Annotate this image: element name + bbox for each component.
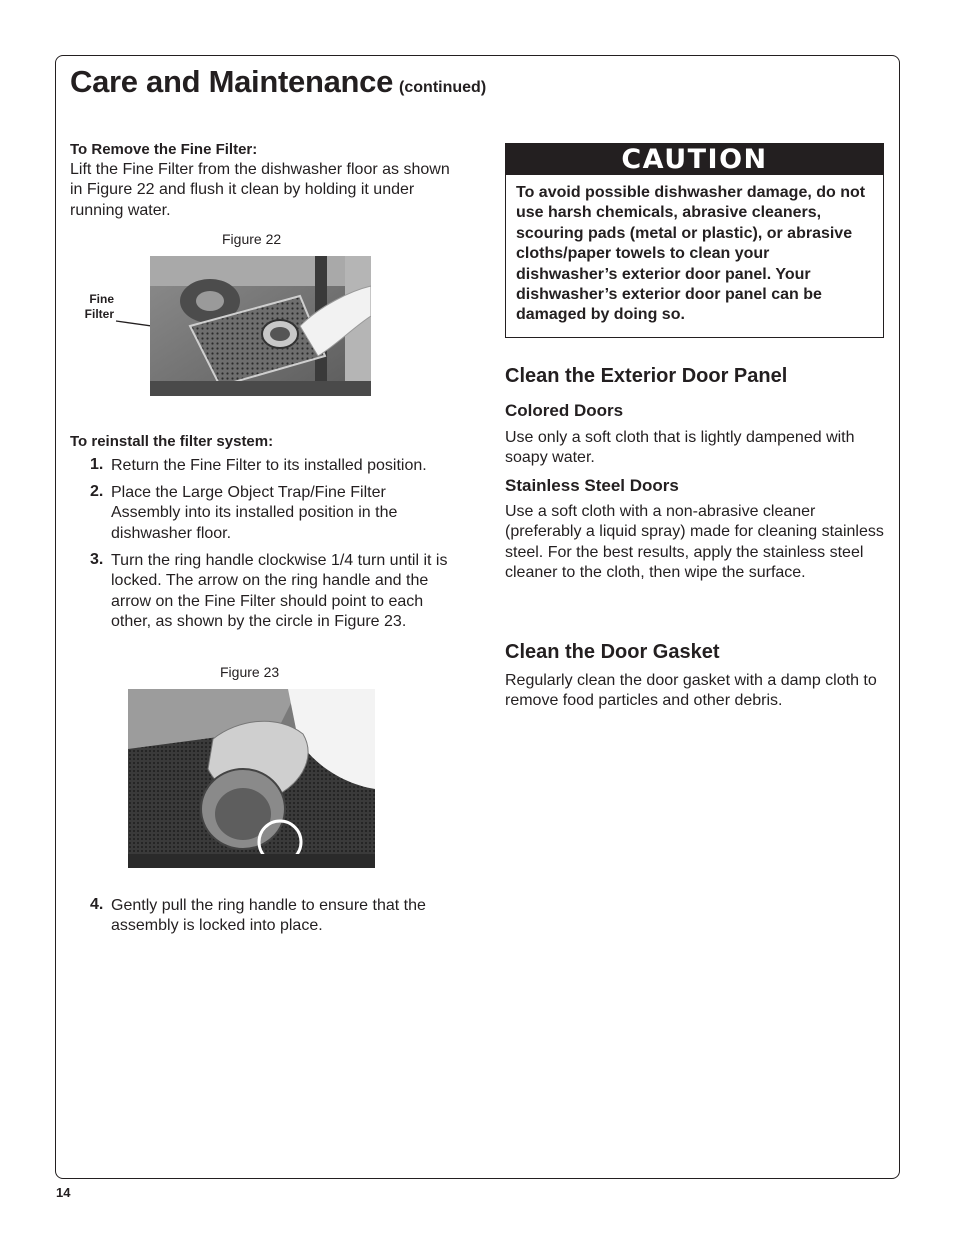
remove-filter-heading: To Remove the Fine Filter:	[70, 141, 258, 158]
caution-title: CAUTION	[506, 144, 883, 175]
fine-filter-callout-line2: Filter	[84, 307, 114, 321]
fine-filter-callout-line1: Fine	[89, 292, 114, 306]
figure23-caption: Figure 23	[220, 664, 280, 680]
exterior-panel-heading: Clean the Exterior Door Panel	[505, 365, 788, 387]
colored-doors-heading: Colored Doors	[505, 401, 624, 420]
stainless-doors-body: Use a soft cloth with a non-abrasive cleaner (preferably a liquid spray) made for cleaning stainless steel. For the best results, apply the stainless steel cleaner to the cloth, then wipe the surface.	[505, 503, 884, 582]
door-gasket-heading: Clean the Door Gasket	[505, 641, 720, 663]
page-subtitle: (continued)	[399, 79, 487, 96]
page-number: 14	[56, 1185, 71, 1200]
door-gasket-body: Regularly clean the door gasket with a damp cloth to remove food particles and other debris.	[505, 672, 877, 710]
page-header	[70, 64, 486, 100]
step-3-text: Turn the ring handle clockwise 1/4 turn until it is locked. The arrow on the ring handle and the arrow on the Fine Filter should point to each other, as shown by the circle in Figure 23.	[111, 552, 448, 631]
page-title: Care and Maintenance	[70, 64, 394, 99]
step-3-number: 3.	[90, 551, 104, 568]
step-2-number: 2.	[90, 483, 104, 500]
figure22-caption: Figure 22	[222, 231, 282, 247]
reinstall-heading: To reinstall the filter system:	[70, 433, 274, 450]
step-1-number: 1.	[90, 456, 104, 473]
stainless-doors-heading: Stainless Steel Doors	[505, 476, 679, 495]
step-4-number: 4.	[90, 896, 104, 913]
step-2-text: Place the Large Object Trap/Fine Filter Assembly into its installed position in the dishwasher floor.	[111, 484, 398, 542]
fine-filter-callout	[72, 292, 114, 322]
caution-body: To avoid possible dishwasher damage, do not use harsh chemicals, abrasive cleaners, scouring pads (metal or plastic), or abrasive cloths/paper towels to clean your dishwasher’s exterior door panel. Your dishwasher’s exterior door panel can be damaged by doing so.	[516, 184, 866, 324]
step-1-text: Return the Fine Filter to its installed position.	[111, 457, 427, 474]
step-4-text: Gently pull the ring handle to ensure that the assembly is locked into place.	[111, 897, 426, 935]
remove-filter-body: Lift the Fine Filter from the dishwasher floor as shown in Figure 22 and flush it clean by holding it under running water.	[70, 161, 450, 219]
colored-doors-body: Use only a soft cloth that is lightly dampened with soapy water.	[505, 429, 855, 467]
figure22-photo	[150, 256, 371, 396]
figure23-photo	[128, 689, 375, 868]
caution-box	[505, 143, 884, 338]
